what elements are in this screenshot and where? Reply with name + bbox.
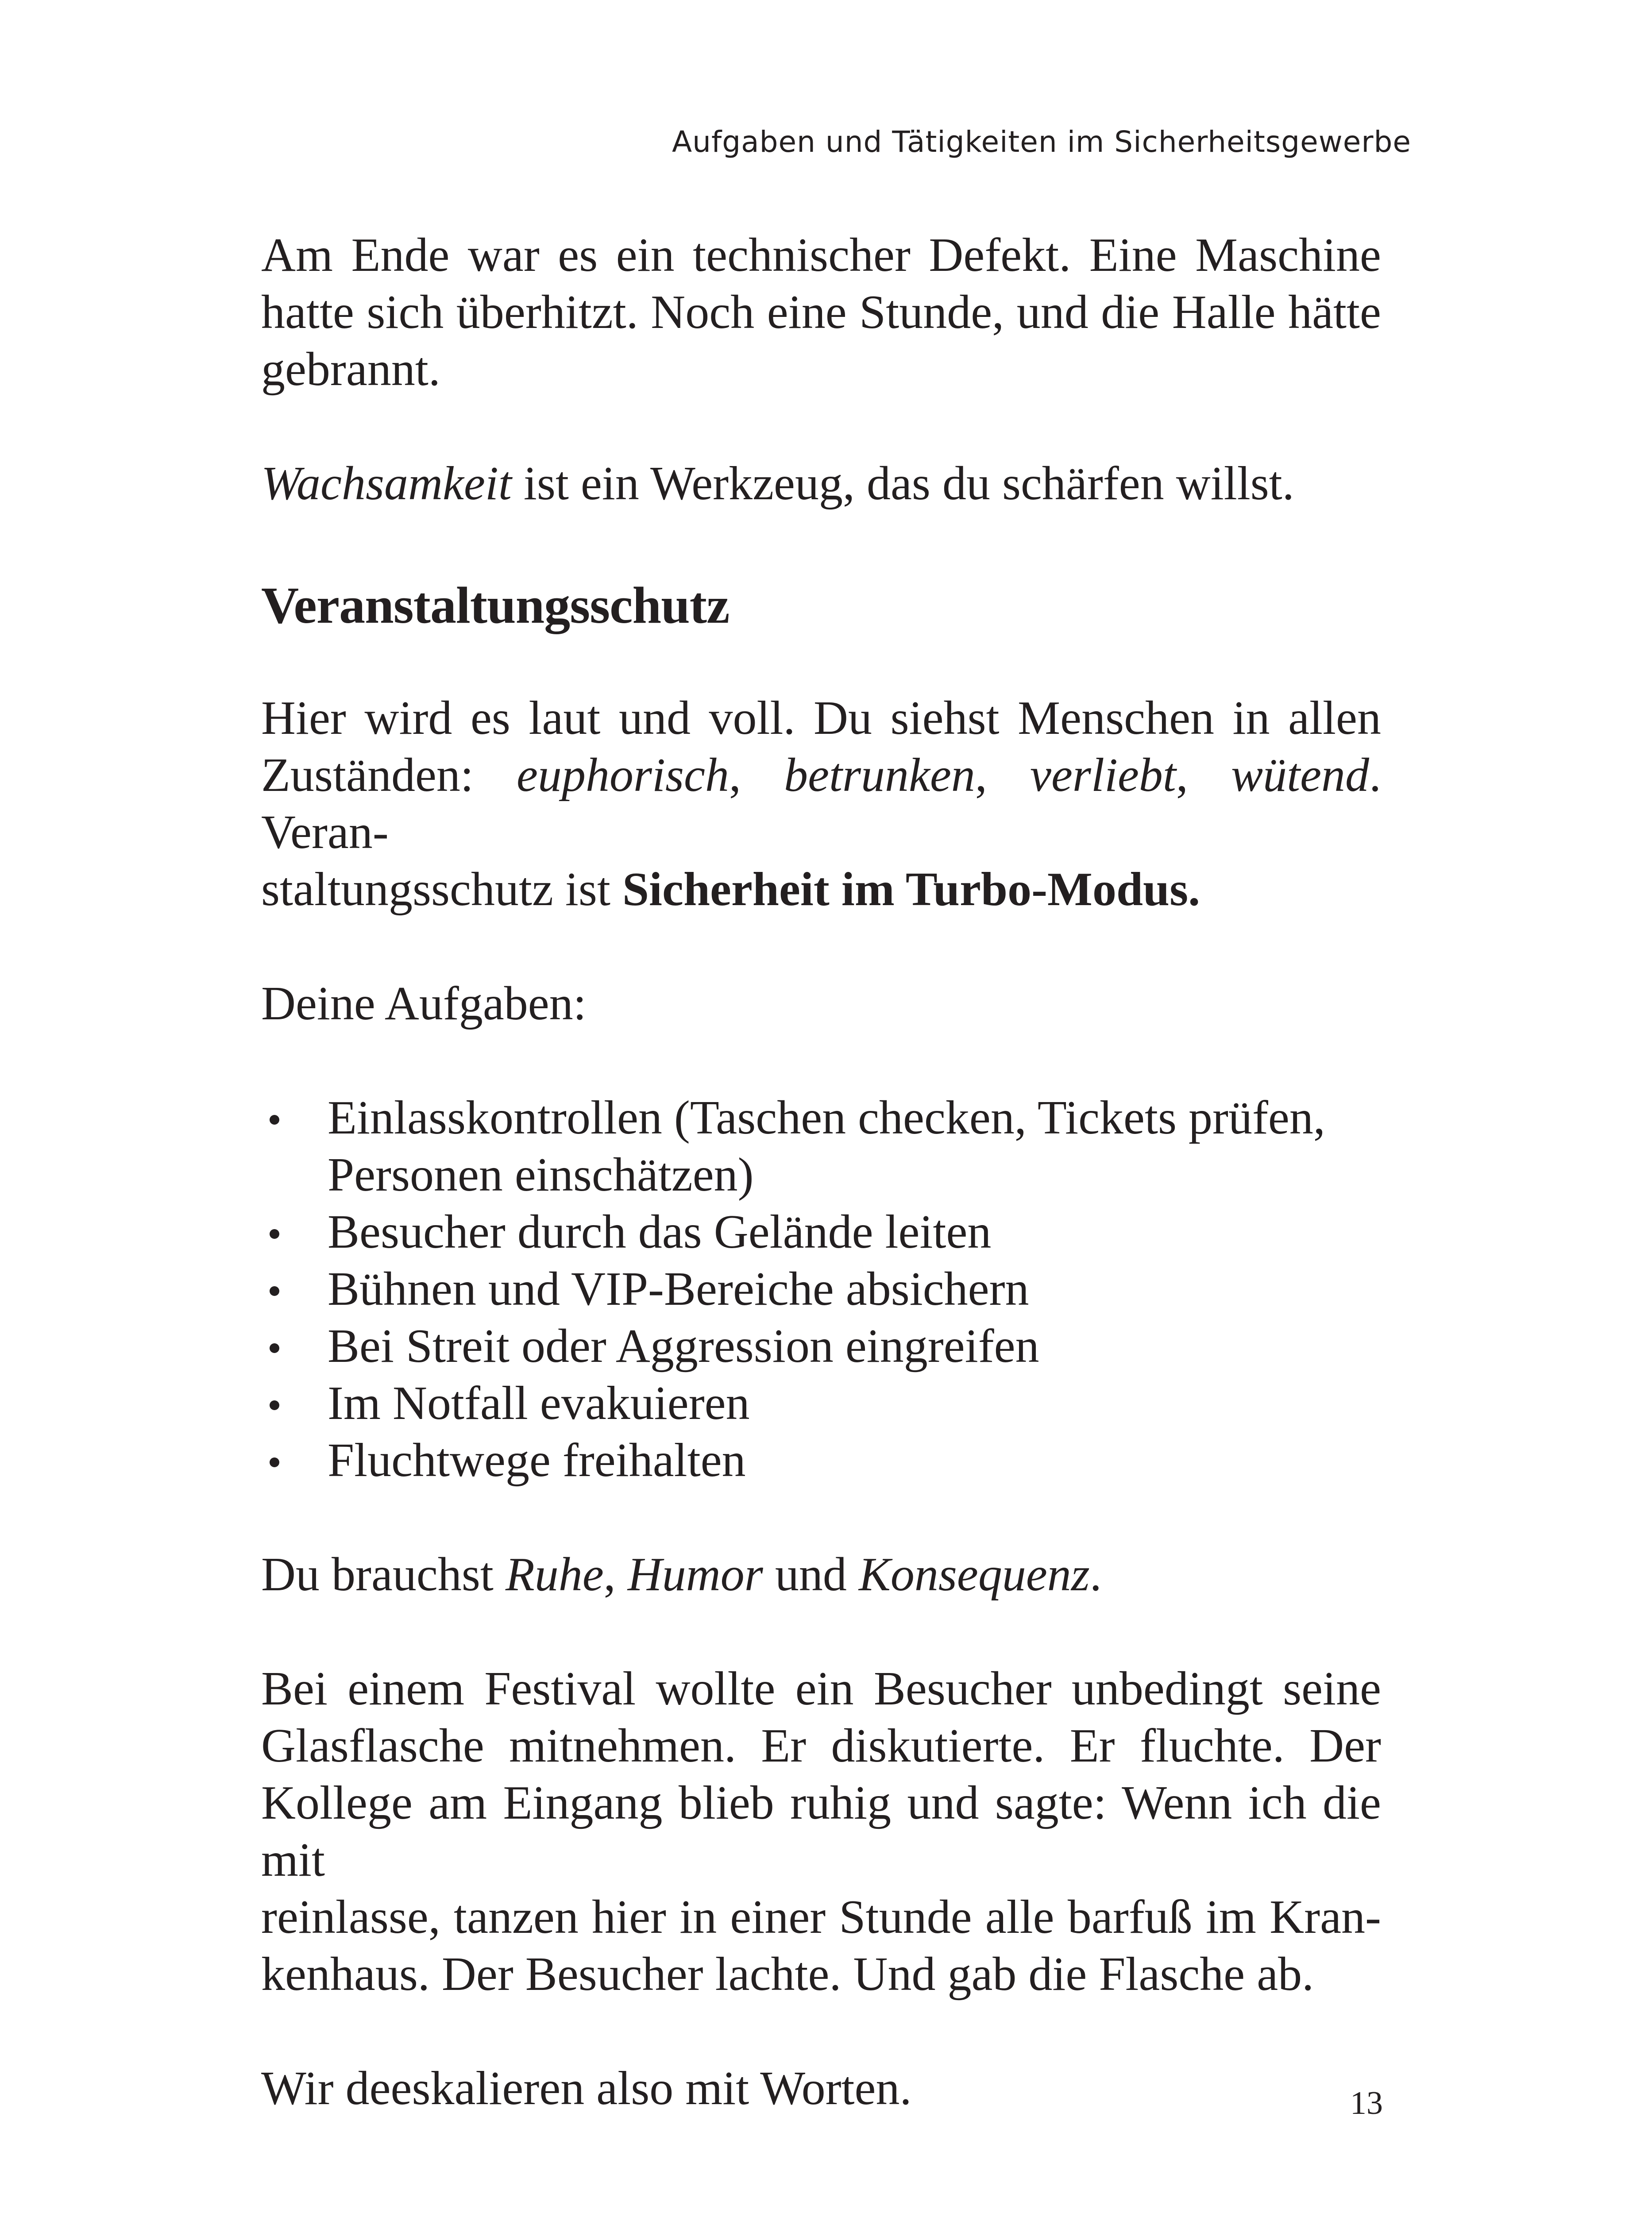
emphasis-word: verliebt — [1030, 749, 1176, 802]
text-line: Kollege am Eingang blieb ruhig und sagte: Wenn ich die mit — [261, 1777, 1381, 1886]
running-header: Aufgaben und Tätigkeiten im Sicherheitsgewerbe — [672, 125, 1411, 159]
bold-phrase: Sicherheit im Turbo-Modus. — [622, 863, 1200, 916]
emphasis-word: Konsequenz — [858, 1548, 1090, 1601]
list-item: Bühnen und VIP-Bereiche absichern — [261, 1261, 1381, 1318]
text-line: staltungsschutz ist Sicherheit im Turbo-Modus. — [261, 863, 1200, 916]
bullet-icon — [261, 1432, 288, 1489]
bullet-icon — [261, 1203, 288, 1261]
paragraph-deescalation — [261, 2060, 1381, 2117]
text-run: ist ein Werkzeug, das du schärfen willst. — [511, 457, 1294, 510]
text-line: hatte sich überhitzt. Noch eine Stunde, und die Halle hätte — [261, 286, 1381, 339]
bullet-icon — [261, 1318, 288, 1375]
text-line: Bei einem Festival wollte ein Besucher unbedingt seine — [261, 1662, 1381, 1715]
section-heading: Veranstaltungsschutz — [261, 576, 730, 634]
paragraph-qualities — [261, 1546, 1381, 1603]
paragraph-defect — [261, 227, 1381, 398]
emphasis-word: Wachsamkeit — [261, 457, 512, 510]
text-line: Deine Aufgaben: — [261, 977, 587, 1030]
list-item: Einlasskontrollen (Taschen checken, Tickets prüfen, Personen einschätzen) — [261, 1089, 1381, 1203]
page-number: 13 — [1350, 2085, 1383, 2121]
list-item: Besucher durch das Gelände leiten — [261, 1203, 1381, 1261]
page-body — [261, 227, 1381, 2117]
text-line: Zuständen: euphorisch, betrunken, verliebt, wütend. Veran- — [261, 749, 1382, 859]
bullet-icon — [261, 1375, 288, 1432]
list-item: Fluchtwege freihalten — [261, 1432, 1381, 1489]
text-line: kenhaus. Der Besucher lachte. Und gab die Flasche ab. — [261, 1948, 1314, 2001]
paragraph-tasks-intro — [261, 975, 1381, 1032]
text-line: Du brauchst Ruhe, Humor und Konsequenz. — [261, 1548, 1102, 1601]
list-item: Bei Streit oder Aggression eingreifen — [261, 1318, 1381, 1375]
text-line: gebrannt. — [261, 343, 440, 396]
text-line: Glasflasche mitnehmen. Er diskutierte. Er fluchte. Der — [261, 1720, 1381, 1772]
text-line: Hier wird es laut und voll. Du siehst Menschen in allen — [261, 692, 1381, 744]
paragraph-event-security — [261, 690, 1381, 918]
text-line: reinlasse, tanzen hier in einer Stunde alle barfuß im Kran- — [261, 1891, 1381, 1943]
task-list — [261, 1089, 1381, 1489]
emphasis-word: betrunken — [784, 749, 975, 802]
paragraph-vigilance — [261, 455, 1381, 512]
emphasis-word: Ruhe — [505, 1548, 604, 1601]
emphasis-word: Humor — [627, 1548, 763, 1601]
text-line — [261, 455, 1381, 512]
bullet-icon — [261, 1261, 288, 1318]
text-line: Am Ende war es ein technischer Defekt. Eine Maschine — [261, 229, 1381, 281]
text-line: Wir deeskalieren also mit Worten. — [261, 2062, 912, 2115]
bullet-icon — [261, 1089, 288, 1146]
emphasis-word: euphorisch — [517, 749, 729, 802]
emphasis-word: wütend — [1231, 749, 1370, 802]
paragraph-festival-anecdote — [261, 1660, 1381, 2003]
list-item: Im Notfall evakuieren — [261, 1375, 1381, 1432]
